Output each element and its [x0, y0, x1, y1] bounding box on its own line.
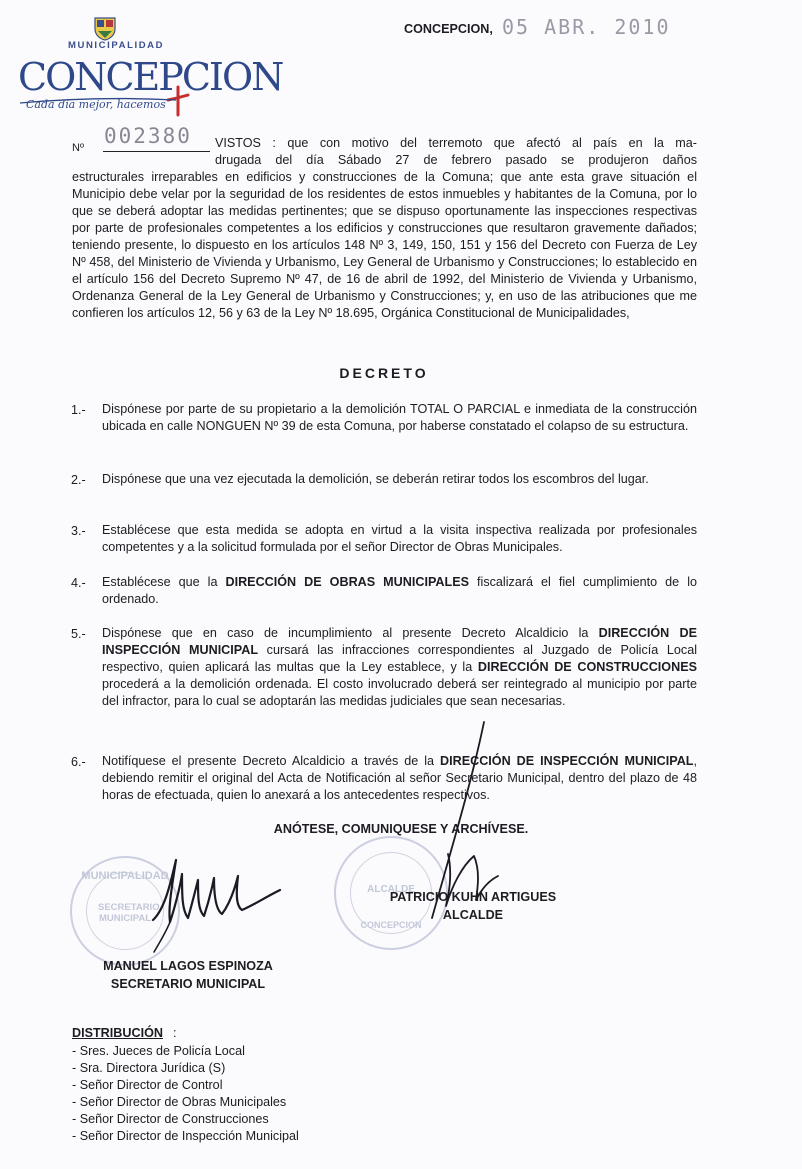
secretary-seal-center-text: SECRETARIO MUNICIPAL [98, 902, 160, 924]
mayor-seal-bottom-text: CONCEPCION [360, 920, 422, 930]
item-5-part-3: procederá a la demolición ordenada. El costo involucrado deberá ser reintegrado al municipio por parte del infractor, para lo cual se adoptarán las medidas judiciales que sean necesarias. [102, 677, 697, 708]
item-4-post: fiscalizará el fiel cumplimiento de lo ordenado. [102, 575, 698, 606]
date-stamp: 05 ABR. 2010 [502, 15, 671, 39]
decree-number-underline [103, 151, 210, 152]
secretary-title: SECRETARIO MUNICIPAL [110, 977, 266, 991]
item-6-part-2: , debiendo remitir el original del Acta de Notificación al señor Secretario Municipal, dentro del plazo de 48 horas de efectuada, quien lo anexará a los antecedentes respectivos. [102, 754, 698, 802]
item-1-number: 1.- [71, 403, 86, 417]
distribution-item: - Sra. Directora Jurídica (S) [72, 1061, 226, 1075]
mayor-signature-block [358, 888, 588, 924]
item-6-part-1: Notifíquese el presente Decreto Alcaldicio a través de la [102, 754, 441, 768]
distribution-item: - Señor Director de Obras Municipales [72, 1095, 287, 1109]
closing-formula: ANÓTESE, COMUNIQUESE Y ARCHÍVESE. [273, 822, 529, 836]
slogan-text: Cada día mejor, hacemos [26, 98, 166, 111]
mayor-name: PATRICIO KUHN ARTIGUES [389, 890, 557, 904]
logo-municipality-label: MUNICIPALIDAD [68, 40, 165, 51]
secretary-name: MANUEL LAGOS ESPINOZA [103, 959, 273, 973]
item-5-number: 5.- [71, 627, 86, 641]
distribution-item: - Sres. Jueces de Policía Local [72, 1044, 245, 1058]
item-2-text: Dispónese que una vez ejecutada la demolición, se deberán retirar todos los escombros del lugar. [102, 472, 649, 486]
item-6-number: 6.- [71, 755, 86, 769]
vistos-first-line: VISTOS : que con motivo del terremoto que afectó al país en la ma- [215, 136, 697, 150]
distribution-list [72, 1043, 299, 1145]
item-3-number: 3.- [71, 524, 86, 538]
item-5-part-2: cursará las infracciones correspondientes al Juzgado de Policía Local respectivo, quien aplicará las multas que la Ley establece, y la [102, 643, 697, 674]
vistos-second-line: drugada del día Sábado 27 de febrero pasado se produjeron daños [215, 153, 697, 167]
item-5-part-1: Dispónese que en caso de incumplimiento al presente Decreto Alcaldicio la [102, 626, 599, 640]
distribution-heading: DISTRIBUCIÓN [72, 1026, 163, 1040]
item-5-bold-1: DIRECCIÓN DE INSPECCIÓN MUNICIPAL [102, 626, 697, 657]
item-4-text [102, 574, 697, 608]
distribution-item: - Señor Director de Control [72, 1078, 223, 1092]
item-5-text [102, 625, 697, 710]
distribution-colon: : [173, 1026, 177, 1040]
mayor-seal-center-text: ALCALDE [367, 884, 415, 895]
item-3-text: Establécese que esta medida se adopta en virtud a la visita inspectiva realizada por profesionales competentes y a la solicitud formulada por el señor Director de Obras Municipales. [102, 523, 697, 554]
coat-of-arms-icon [94, 17, 116, 41]
mayor-title: ALCALDE [442, 908, 504, 922]
item-1-text: Dispónese por parte de su propietario a la demolición TOTAL O PARCIAL e inmediata de la construcción ubicada en calle NONGUEN Nº 39 de esta Comuna, por haberse constatado el colapso de su estructura. [102, 402, 697, 433]
municipality-logo [18, 14, 283, 124]
secretary-signature-block [58, 957, 318, 993]
item-4-number: 4.- [71, 576, 86, 590]
document-place: CONCEPCION, [404, 22, 493, 36]
item-6-bold-1: DIRECCIÓN DE INSPECCIÓN MUNICIPAL [440, 754, 694, 768]
secretary-signature [148, 848, 298, 960]
decree-number-value: 002380 [104, 124, 192, 148]
logo-name: CONCEPCION [18, 55, 283, 99]
item-4-bold: DIRECCIÓN DE OBRAS MUNICIPALES [225, 575, 470, 589]
decreto-heading: DECRETO [339, 365, 429, 381]
logo-swoosh [18, 94, 178, 106]
secretary-seal-top-text: MUNICIPALIDAD [81, 870, 169, 882]
distribution-item: - Señor Director de Inspección Municipal [72, 1129, 299, 1143]
item-4-pre: Establécese que la [102, 575, 226, 589]
vistos-body: estructurales irreparables en edificios y construcciones de la Comuna; que ante esta grave situación el Municipio debe velar por la seguridad de los residentes de estos inmuebles y habitantes de la Comuna, por lo que se deberá adoptar las medidas pertinentes; que se dispuso oportunamente las inspecciones respectivas por parte de profesionales competentes a los edificios y construcciones que resultaron gravemente dañados; teniendo presente, lo dispuesto en los artículos 148 Nº 3, 149, 150, 151 y 156 del Decreto con Fuerza de Ley Nº 458, del Ministerio de Vivienda y Urbanismo, Ley General de Urbanismo y Construcciones; lo establecido en el artículo 156 del Decreto Supremo Nº 47, de 16 de abril de 1992, del Ministerio de Vivienda y Urbanismo, Ordenanza General de la Ley General de Urbanismo y Construcciones; y, en uso de las atribuciones que me confieren los artículos 12, 56 y 63 de la Ley Nº 18.695, Orgánica Constitucional de Municipalidades, [72, 170, 697, 320]
decree-number-label: Nº [72, 142, 84, 154]
item-5-bold-2: DIRECCIÓN DE CONSTRUCCIONES [477, 660, 697, 674]
distribution-item: - Señor Director de Construcciones [72, 1112, 269, 1126]
item-2-number: 2.- [71, 473, 86, 487]
